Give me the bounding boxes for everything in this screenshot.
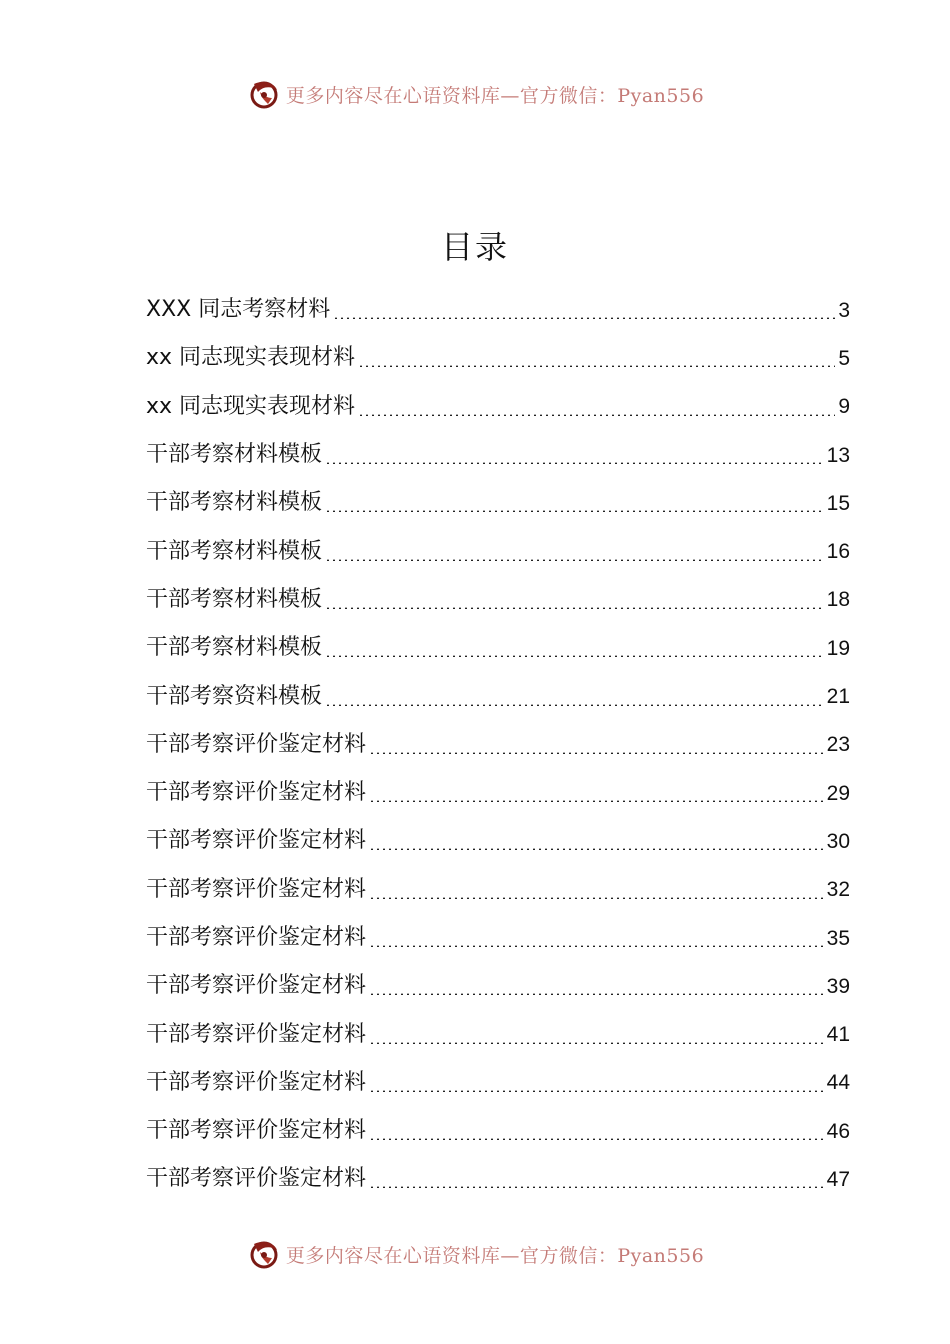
dot-leader [369,1186,824,1188]
toc-entry-page: 18 [826,588,850,612]
toc-entry[interactable] [146,817,850,865]
toc-entry[interactable] [146,576,850,624]
toc-entry-page: 46 [826,1119,850,1143]
dot-leader [369,848,824,850]
toc-entry-label: 干部考察材料模板 [146,442,323,468]
dot-leader [369,945,824,947]
toc-entry[interactable] [146,624,850,672]
toc-entry-page: 3 [838,298,850,322]
dot-leader [369,1138,824,1140]
dot-leader [325,704,824,706]
toc-entry-label: 干部考察资料模板 [146,683,323,709]
toc-entry[interactable] [146,769,850,817]
toc-entry-page: 5 [838,346,850,370]
dot-leader [369,1042,824,1044]
toc-entry-page: 9 [838,395,850,419]
toc-entry-label: 干部考察材料模板 [146,586,323,612]
header-banner [0,72,950,116]
toc-entry[interactable] [146,962,850,1010]
toc-entry[interactable] [146,334,850,382]
toc-entry-page: 41 [826,1023,850,1047]
header-banner-text: 更多内容尽在心语资料库—官方微信：Pyan556 [285,84,705,107]
toc-entry-label: 干部考察评价鉴定材料 [146,1021,367,1047]
toc-entry[interactable] [146,479,850,527]
toc-entry-page: 21 [826,685,850,709]
toc-entry-label: 干部考察评价鉴定材料 [146,780,367,806]
toc-entry-label: 干部考察评价鉴定材料 [146,1069,367,1095]
toc-entry-label: xx 同志现实表现材料 [146,393,356,419]
dot-leader [358,365,835,367]
dot-leader [358,414,835,416]
toc-entry-label: xx 同志现实表现材料 [146,345,356,371]
toc-entry-label: 干部考察评价鉴定材料 [146,1166,367,1192]
toc-entry-page: 29 [826,781,850,805]
toc-entry-label: 干部考察评价鉴定材料 [146,731,367,757]
toc-entry-page: 16 [826,540,850,564]
toc-entry-label: 干部考察评价鉴定材料 [146,925,367,950]
footer-banner [0,1232,950,1276]
toc-entry-label: 干部考察评价鉴定材料 [146,973,367,999]
toc-entry-label: 干部考察评价鉴定材料 [146,828,367,854]
dot-leader [369,800,824,802]
toc-entry[interactable] [146,1059,850,1107]
toc-entry[interactable] [146,866,850,914]
toc-entry-page: 19 [826,636,850,660]
toc-entry[interactable] [146,672,850,720]
dot-leader [325,655,824,657]
toc-entry-page: 39 [826,974,850,998]
dot-leader [369,897,824,899]
dot-leader [325,462,824,464]
dot-leader [369,752,824,754]
table-of-contents [146,286,850,1204]
toc-entry-page: 15 [826,491,850,515]
footer-banner-text: 更多内容尽在心语资料库—官方微信：Pyan556 [285,1244,705,1267]
dot-leader [333,317,835,319]
toc-entry-label: 干部考察材料模板 [146,490,323,516]
toc-entry-page: 44 [826,1071,850,1095]
flame-logo-icon [246,1236,282,1272]
flame-logo-icon [246,76,282,112]
dot-leader [369,993,824,995]
toc-entry-label: XXX 同志考察材料 [146,297,331,323]
toc-entry-label: 干部考察评价鉴定材料 [146,876,367,902]
toc-entry[interactable] [146,431,850,479]
toc-entry[interactable] [146,914,850,962]
toc-entry-page: 47 [826,1167,850,1191]
toc-entry-page: 13 [826,443,850,467]
toc-entry-page: 23 [826,733,850,757]
toc-entry[interactable] [146,286,850,334]
toc-entry-page: 30 [826,829,850,853]
toc-entry[interactable] [146,1155,850,1203]
toc-entry-page: 35 [826,926,850,950]
page-title: 目录 [440,228,509,266]
toc-entry-label: 干部考察材料模板 [146,635,323,661]
toc-entry-label: 干部考察材料模板 [146,538,323,564]
dot-leader [325,510,824,512]
toc-entry-page: 32 [826,878,850,902]
toc-entry[interactable] [146,527,850,575]
toc-entry-label: 干部考察评价鉴定材料 [146,1118,367,1144]
toc-entry[interactable] [146,383,850,431]
toc-entry[interactable] [146,1010,850,1058]
dot-leader [325,607,824,609]
dot-leader [369,1090,824,1092]
toc-entry[interactable] [146,721,850,769]
toc-entry[interactable] [146,1107,850,1155]
dot-leader [325,559,824,561]
